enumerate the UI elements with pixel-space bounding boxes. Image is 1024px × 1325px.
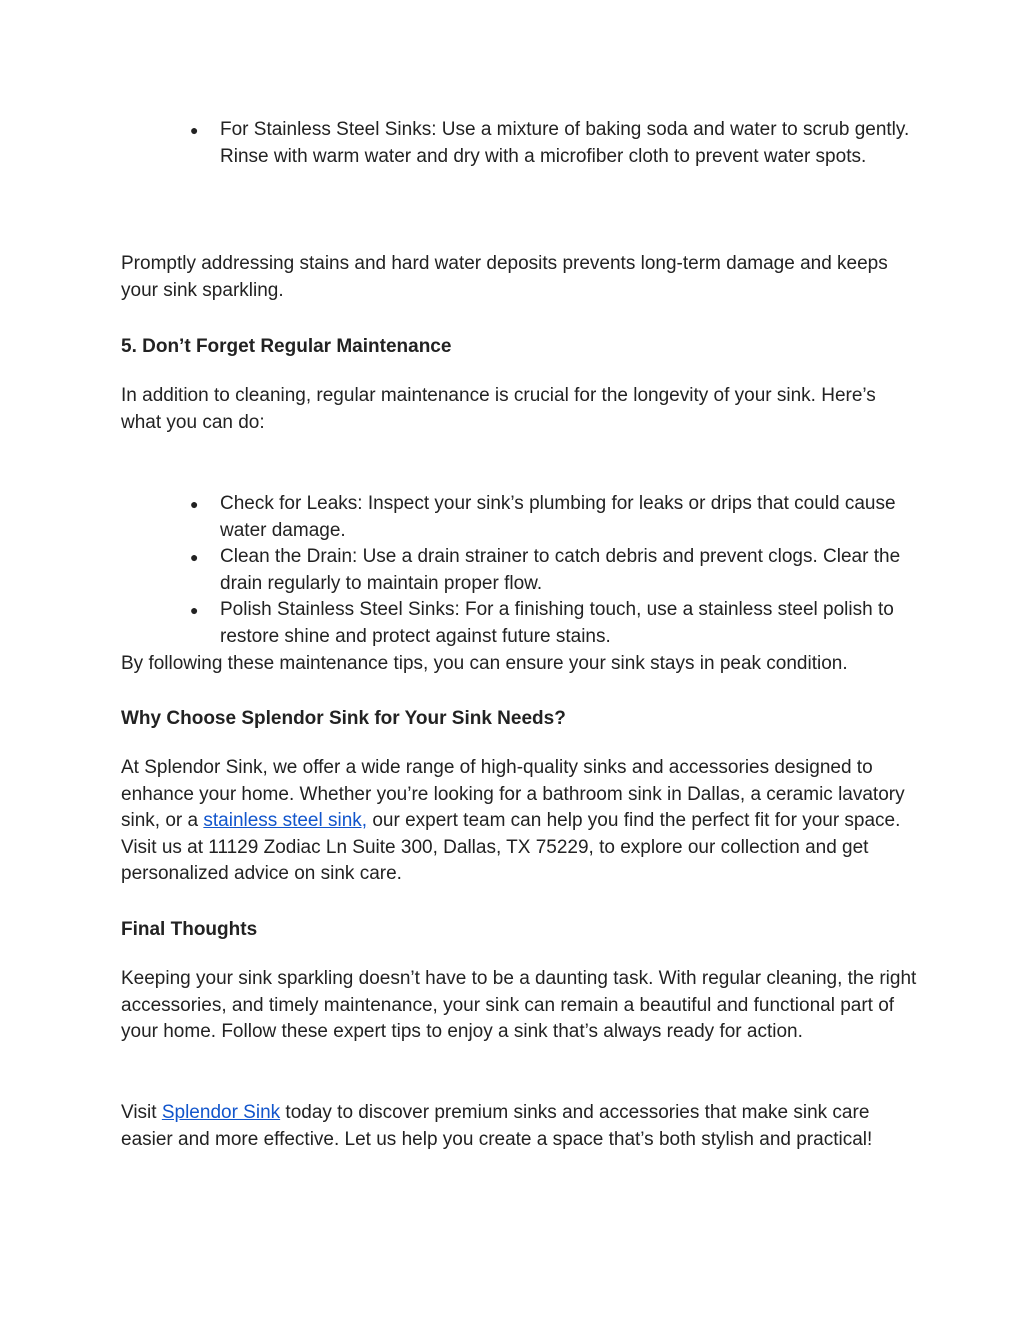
bullet-icon: ● — [190, 496, 199, 512]
why-text-after: our expert team can help you find the perfect fit for your space. Visit us at 11129 Zodiac Ln Suite 300, Dallas, TX 75229, to explore our collection and get personalized advice on sink care. — [121, 810, 901, 884]
visit-paragraph — [121, 1100, 921, 1153]
list-item — [121, 544, 921, 597]
bullet-icon: ● — [190, 602, 199, 618]
why-choose-paragraph — [121, 755, 921, 888]
list-item — [121, 117, 921, 170]
list-item — [121, 597, 921, 650]
final-thoughts-heading: Final Thoughts — [121, 919, 258, 940]
list-item-text: Clean the Drain: Use a drain strainer to catch debris and prevent clogs. Clear the drain regularly to maintain proper flow. — [220, 546, 901, 594]
stainless-steel-sink-link[interactable]: stainless steel sink, — [203, 810, 368, 831]
bullet-icon: ● — [190, 122, 199, 138]
cleaning-tips-list — [121, 117, 921, 170]
bullet-icon: ● — [190, 549, 199, 565]
maintenance-heading: 5. Don’t Forget Regular Maintenance — [121, 336, 452, 357]
maintenance-tips-list — [121, 491, 921, 650]
list-item-text: Check for Leaks: Inspect your sink’s plumbing for leaks or drips that could cause water damage. — [220, 493, 896, 541]
stains-paragraph: Promptly addressing stains and hard water deposits prevents long-term damage and keeps your sink sparkling. — [121, 253, 888, 301]
list-item-text: For Stainless Steel Sinks: Use a mixture of baking soda and water to scrub gently. Rinse with warm water and dry with a microfiber cloth to prevent water spots. — [220, 119, 910, 167]
why-choose-heading: Why Choose Splendor Sink for Your Sink Needs? — [121, 708, 566, 729]
list-item — [121, 491, 921, 544]
final-thoughts-paragraph: Keeping your sink sparkling doesn’t have to be a daunting task. With regular cleaning, the right accessories, and timely maintenance, your sink can remain a beautiful and functional part of your home. Follow these expert tips to enjoy a sink that’s always ready for action. — [121, 968, 917, 1042]
following-paragraph: By following these maintenance tips, you can ensure your sink stays in peak condition. — [121, 653, 848, 674]
visit-text-before: Visit — [121, 1102, 162, 1123]
visit-text-after: today to discover premium sinks and accessories that make sink care easier and more effective. Let us help you create a space that’s both stylish and practical! — [121, 1102, 873, 1150]
list-item-text: Polish Stainless Steel Sinks: For a finishing touch, use a stainless steel polish to restore shine and protect against future stains. — [220, 599, 894, 647]
why-text-before: At Splendor Sink, we offer a wide range of high-quality sinks and accessories designed to enhance your home. Whether you’re looking for a bathroom sink in Dallas, a ceramic lavatory sink, or a — [121, 757, 905, 831]
maintenance-intro-paragraph: In addition to cleaning, regular maintenance is crucial for the longevity of your sink. Here’s what you can do: — [121, 385, 876, 433]
splendor-sink-link[interactable]: Splendor Sink — [161, 1102, 281, 1123]
